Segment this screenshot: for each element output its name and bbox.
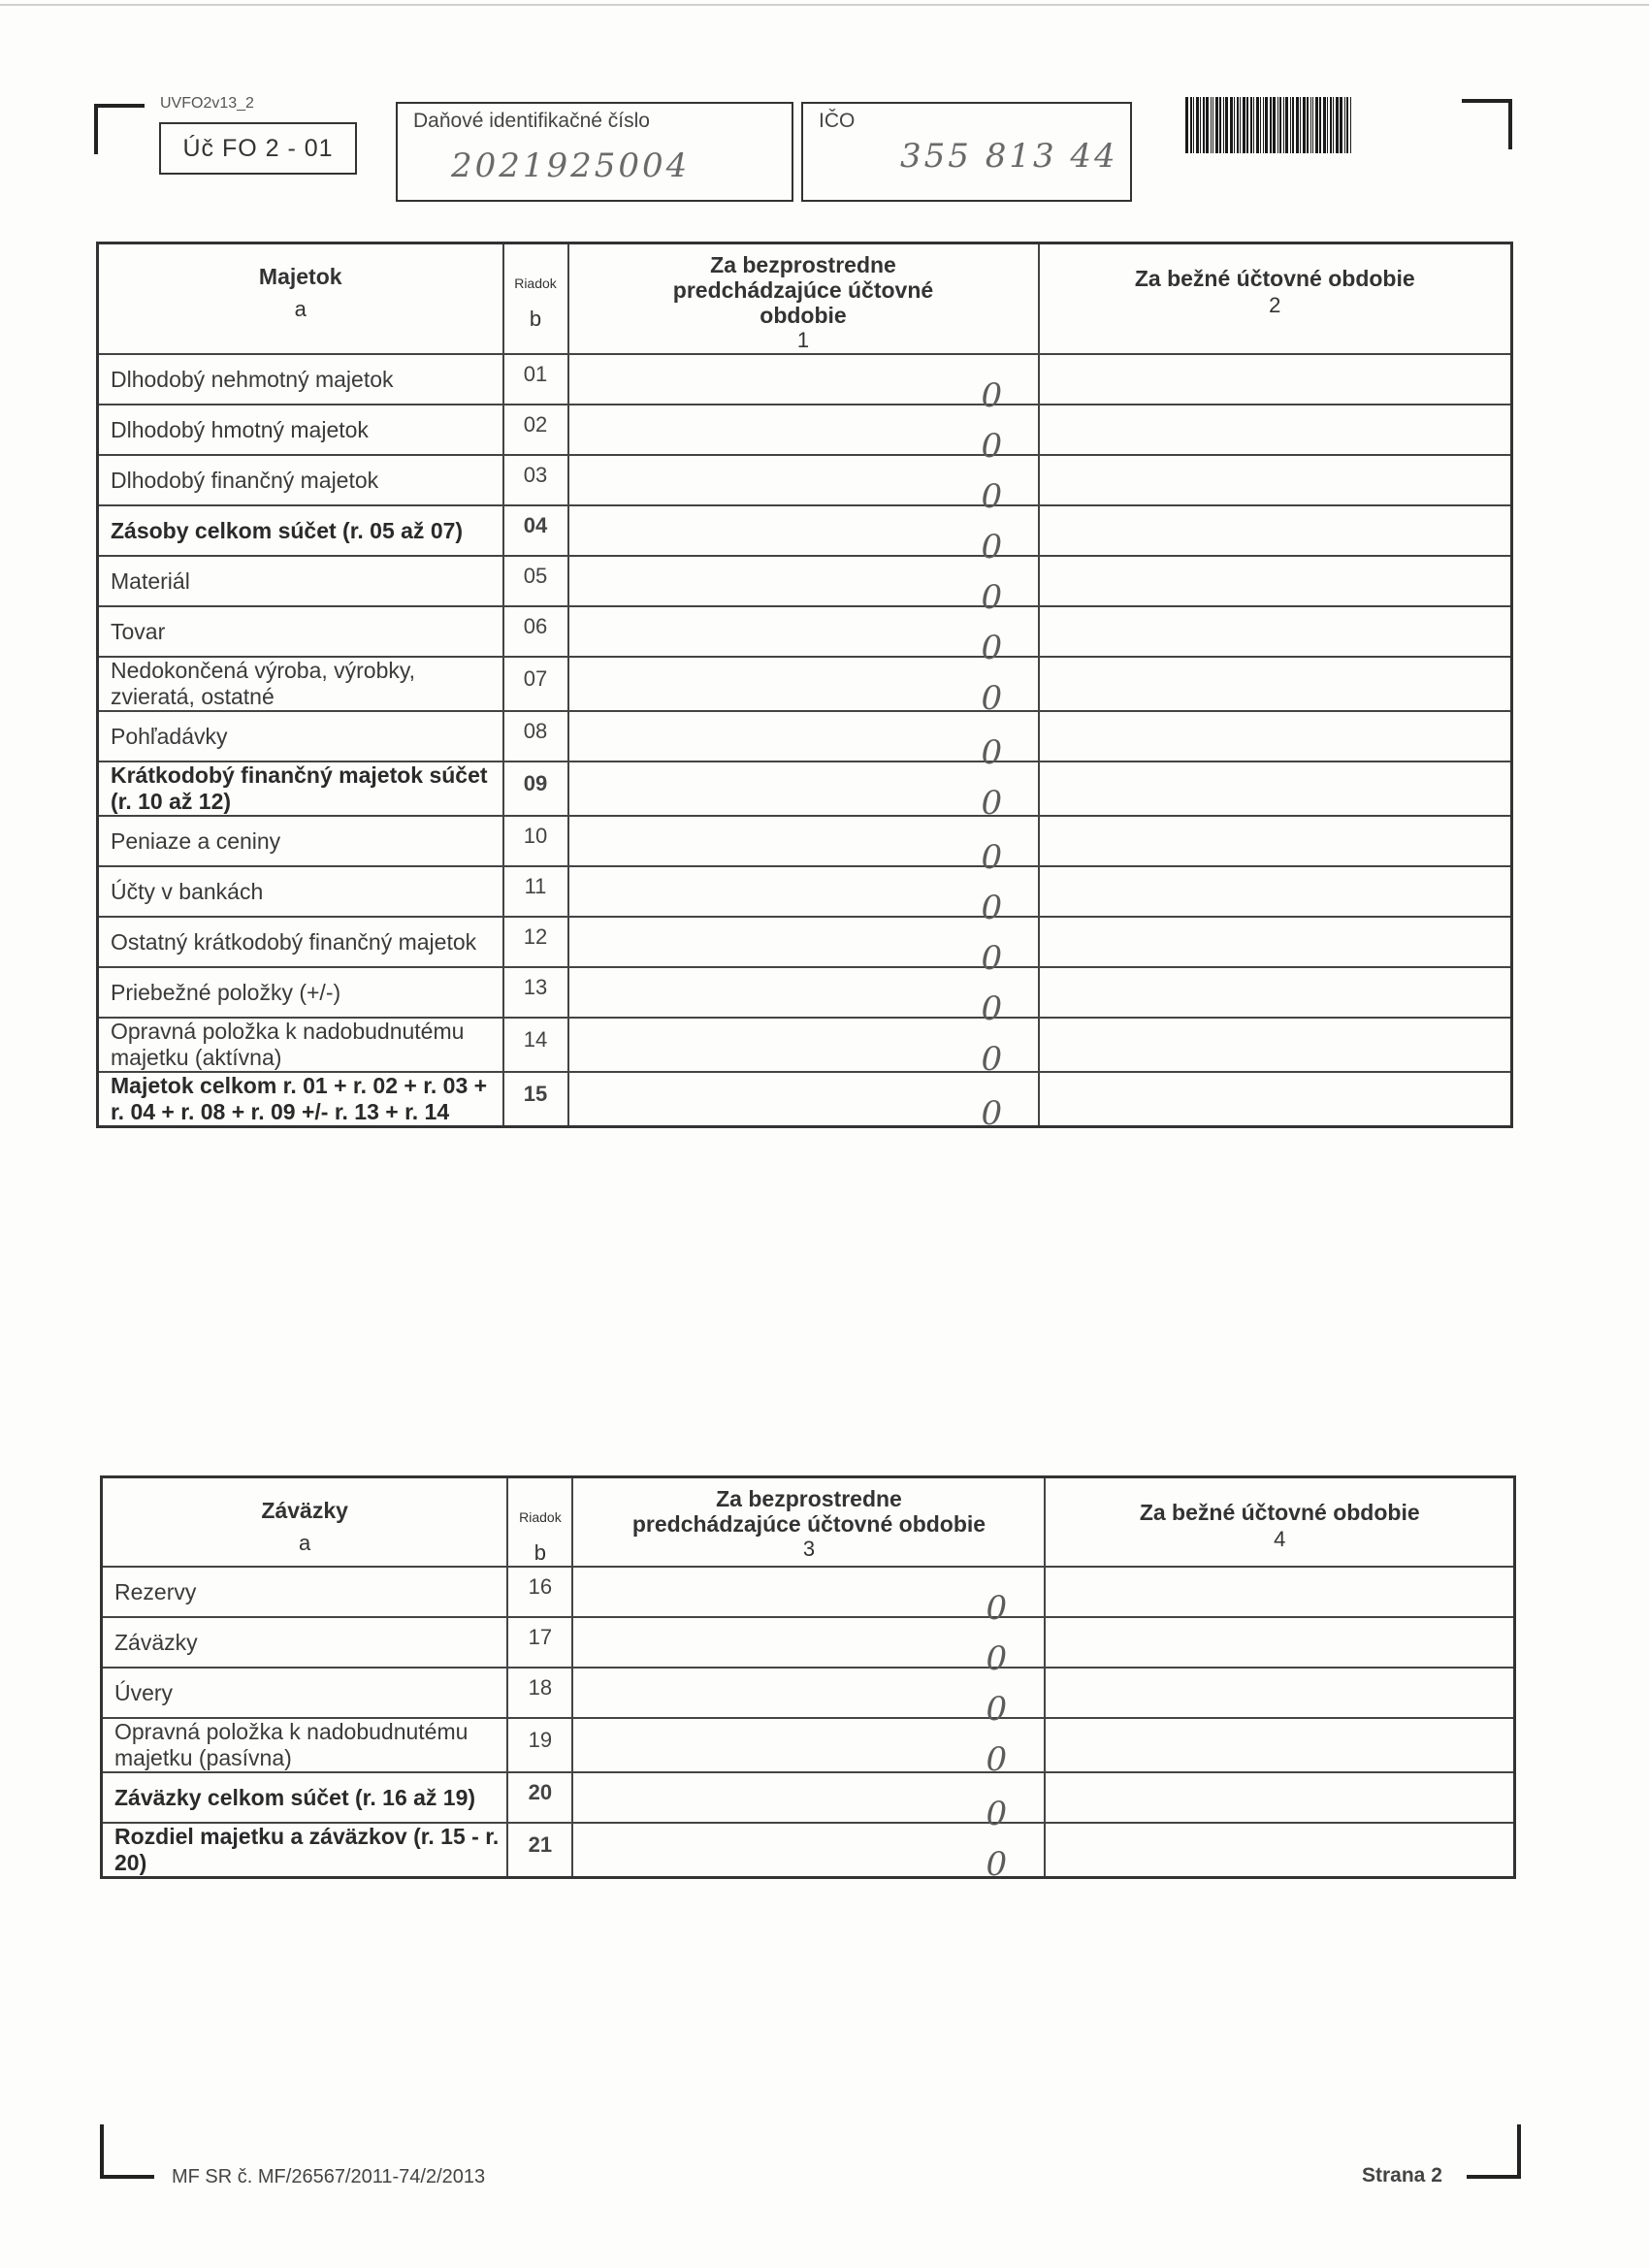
previous-period-value: 0 [981,1040,1003,1079]
row-label: Úvery [102,1668,508,1718]
row-label: Rozdiel majetku a záväzkov (r. 15 - r. 20) [102,1823,508,1878]
liabilities-col-a-title: Záväzky [261,1498,348,1523]
previous-period-cell[interactable] [568,711,1039,772]
barcode-bar [1240,97,1241,153]
assets-row-14 [98,1018,1512,1072]
assets-col-2-header [1039,243,1512,355]
row-label: Záväzky celkom súčet (r. 16 až 19) [102,1772,508,1823]
current-period-cell[interactable] [1039,354,1512,405]
barcode-bar [1256,97,1259,153]
ico-label: IČO [819,110,856,132]
barcode-bar [1206,97,1209,153]
current-period-cell[interactable] [1039,657,1512,711]
row-number: 12 [503,917,568,967]
liabilities-col-a-letter: a [299,1531,311,1555]
row-label: Opravná položka k nadobudnutému majetku (pasívna) [102,1718,508,1772]
liabilities-row-19 [102,1718,1515,1772]
liabilities-col-4-header [1045,1477,1514,1568]
barcode-bar [1303,97,1306,153]
previous-period-cell[interactable] [568,917,1039,978]
row-number: 08 [503,711,568,761]
previous-period-cell[interactable] [568,1018,1039,1079]
row-label: Majetok celkom r. 01 + r. 02 + r. 03 + r. 04 + r. 08 + r. 09 +/- r. 13 + r. 14 [98,1072,503,1127]
row-number: 15 [503,1072,568,1127]
liabilities-col-3-title: Za bezprostredne predchádzajúce účtovné obdobie [631,1486,986,1537]
row-number: 03 [503,455,568,505]
current-period-cell[interactable] [1039,405,1512,455]
assets-row-06 [98,606,1512,657]
barcode-bar [1263,97,1264,153]
current-period-cell[interactable] [1039,917,1512,967]
barcode-bar [1336,97,1339,153]
assets-row-11 [98,866,1512,917]
row-label: Dlhodobý finančný majetok [98,455,503,505]
assets-row-02 [98,405,1512,455]
assets-col-2-num: 2 [1269,293,1281,317]
liabilities-col-b-letter: b [534,1540,547,1565]
previous-period-value: 0 [981,889,1003,927]
row-label: Peniaze a ceniny [98,816,503,866]
previous-period-cell[interactable] [568,606,1039,667]
assets-row-09 [98,761,1512,816]
form-code: UVFO2v13_2 [160,95,254,112]
previous-period-cell[interactable] [568,866,1039,927]
previous-period-cell[interactable] [568,505,1039,567]
barcode-bar [1260,97,1261,153]
barcode-bar [1234,97,1235,153]
previous-period-cell[interactable] [568,405,1039,466]
assets-col-b-letter: b [529,307,542,331]
row-number: 07 [503,657,568,711]
barcode-bar [1290,97,1291,153]
row-label: Nedokončená výroba, výrobky, zvieratá, ostatné [98,657,503,711]
barcode-bar [1279,97,1281,153]
barcode-bar [1285,97,1288,153]
row-number: 04 [503,505,568,556]
barcode-bar [1215,97,1218,153]
assets-row-10 [98,816,1512,866]
liabilities-col-4-num: 4 [1274,1527,1286,1551]
previous-period-value: 0 [986,1690,1008,1729]
assets-row-05 [98,556,1512,606]
previous-period-cell[interactable] [572,1567,1045,1628]
assets-col-a-header [98,243,503,355]
current-period-cell[interactable] [1039,866,1512,917]
row-number: 11 [503,866,568,917]
assets-col-a-title: Majetok [258,264,342,289]
corner-mark-top-left [94,104,145,154]
previous-period-value: 0 [981,838,1003,877]
row-number: 16 [507,1567,572,1617]
liabilities-header-row [102,1477,1515,1568]
assets-col-b-title: Riadok [514,275,557,291]
tax-id-label: Daňové identifikačné číslo [413,110,650,132]
current-period-cell[interactable] [1039,1072,1512,1127]
row-number: 10 [503,816,568,866]
corner-mark-bottom-left [100,2124,154,2179]
previous-period-value: 0 [981,1094,1003,1133]
barcode-bar [1310,97,1311,153]
row-number: 19 [507,1718,572,1772]
barcode-bar [1292,97,1294,153]
previous-period-value: 0 [981,939,1003,978]
barcode-bar [1196,97,1199,153]
previous-period-cell[interactable] [572,1772,1045,1833]
barcode-bar [1212,97,1213,153]
barcode-bar [1273,97,1276,153]
form-id: Úč FO 2 - 01 [159,122,357,175]
previous-period-value: 0 [981,989,1003,1028]
current-period-cell[interactable] [1039,556,1512,606]
previous-period-cell[interactable] [572,1617,1045,1678]
row-number: 21 [507,1823,572,1878]
previous-period-cell[interactable] [572,1668,1045,1729]
assets-table [96,242,1513,1133]
row-label: Dlhodobý nehmotný majetok [98,354,503,405]
current-period-cell[interactable] [1039,455,1512,505]
barcode-bar [1277,97,1278,153]
liabilities-row-21 [102,1823,1515,1878]
barcode-bar [1344,97,1345,153]
assets-row-13 [98,967,1512,1018]
current-period-cell[interactable] [1039,816,1512,866]
assets-row-04 [98,505,1512,556]
previous-period-cell[interactable] [568,455,1039,516]
liabilities-table [100,1475,1516,1884]
corner-mark-bottom-right [1467,2124,1521,2179]
current-period-cell[interactable] [1045,1772,1514,1823]
row-number: 02 [503,405,568,455]
previous-period-value: 0 [981,679,1003,718]
previous-period-value: 0 [981,784,1003,823]
current-period-cell[interactable] [1039,761,1512,816]
previous-period-value: 0 [986,1740,1008,1779]
liabilities-row-17 [102,1617,1515,1668]
barcode-bar [1350,97,1351,153]
barcode-bar [1283,97,1284,153]
tax-id-value[interactable]: 2021925004 [451,146,691,185]
barcode-bar [1250,97,1252,153]
assets-row-12 [98,917,1512,967]
current-period-cell[interactable] [1045,1668,1514,1718]
barcode-bar [1246,97,1248,153]
current-period-cell[interactable] [1039,606,1512,657]
page-top-rule [0,4,1649,6]
previous-period-value: 0 [981,376,1003,415]
liabilities-row-20 [102,1772,1515,1823]
previous-period-cell[interactable] [568,816,1039,877]
barcode-bar [1203,97,1205,153]
previous-period-value: 0 [986,1845,1008,1884]
barcode-bar [1327,97,1328,153]
barcode-icon [1185,97,1418,153]
assets-col-1-title: Za bezprostredne predchádzajúce účtovné obdobie [672,252,934,328]
barcode-bar [1193,97,1194,153]
liabilities-col-b-header [507,1477,572,1568]
current-period-cell[interactable] [1045,1718,1514,1772]
barcode-bar [1225,97,1228,153]
assets-col-1-header [568,243,1039,355]
barcode-bar [1237,97,1239,153]
assets-row-03 [98,455,1512,505]
row-number: 09 [503,761,568,816]
row-label: Pohľadávky [98,711,503,761]
barcode-bar [1307,97,1309,153]
row-number: 20 [507,1772,572,1823]
assets-header-row [98,243,1512,355]
assets-col-1-num: 1 [796,328,810,352]
previous-period-cell[interactable] [568,967,1039,1028]
row-label: Účty v bankách [98,866,503,917]
barcode-bar [1230,97,1233,153]
assets-row-01 [98,354,1512,405]
corner-mark-top-right [1462,99,1512,149]
row-label: Záväzky [102,1617,508,1668]
previous-period-value: 0 [981,578,1003,617]
liabilities-col-3-header [572,1477,1045,1568]
ico-value[interactable]: 355 813 44 [900,137,1118,176]
row-label: Dlhodobý hmotný majetok [98,405,503,455]
previous-period-cell[interactable] [568,657,1039,718]
barcode-bar [1296,97,1299,153]
barcode-bar [1346,97,1348,153]
barcode-bar [1243,97,1245,153]
liabilities-col-4-title: Za bežné účtovné obdobie [1139,1500,1420,1525]
assets-row-07 [98,657,1512,711]
previous-period-cell[interactable] [568,354,1039,415]
current-period-cell[interactable] [1039,1018,1512,1072]
row-label: Materiál [98,556,503,606]
row-label: Priebežné položky (+/-) [98,967,503,1018]
barcode-bar [1200,97,1201,153]
previous-period-value: 0 [981,528,1003,567]
row-number: 05 [503,556,568,606]
tax-id-box [396,102,793,202]
row-number: 06 [503,606,568,657]
liabilities-row-16 [102,1567,1515,1617]
row-label: Tovar [98,606,503,657]
previous-period-value: 0 [986,1589,1008,1628]
row-label: Opravná položka k nadobudnutému majetku (aktívna) [98,1018,503,1072]
current-period-cell[interactable] [1045,1567,1514,1617]
assets-row-08 [98,711,1512,761]
previous-period-value: 0 [981,629,1003,667]
liabilities-col-b-title: Riadok [519,1509,562,1525]
previous-period-cell[interactable] [572,1823,1045,1884]
row-label: Krátkodobý finančný majetok súčet (r. 10 až 12) [98,761,503,816]
previous-period-cell[interactable] [568,761,1039,823]
row-label: Rezervy [102,1567,508,1617]
previous-period-cell[interactable] [572,1718,1045,1779]
previous-period-value: 0 [981,733,1003,772]
barcode-bar [1211,97,1212,153]
barcode-bar [1315,97,1318,153]
barcode-bar [1312,97,1313,153]
barcode-bar [1253,97,1254,153]
liabilities-col-a-header [102,1477,508,1568]
barcode-bar [1270,97,1272,153]
assets-col-b-header [503,243,568,355]
barcode-bar [1190,97,1192,153]
barcode-bar [1340,97,1342,153]
row-number: 14 [503,1018,568,1072]
current-period-cell[interactable] [1045,1617,1514,1668]
row-number: 01 [503,354,568,405]
barcode-bar [1223,97,1224,153]
previous-period-value: 0 [986,1639,1008,1678]
barcode-bar [1319,97,1321,153]
current-period-cell[interactable] [1039,711,1512,761]
assets-row-15 [98,1072,1512,1127]
liabilities-col-3-num: 3 [802,1537,816,1561]
liabilities-row-18 [102,1668,1515,1718]
previous-period-value: 0 [981,477,1003,516]
previous-period-value: 0 [981,427,1003,466]
ico-box [801,102,1132,202]
assets-col-a-letter: a [294,297,307,321]
row-label: Zásoby celkom súčet (r. 05 až 07) [98,505,503,556]
assets-col-2-title: Za bežné účtovné obdobie [1134,266,1415,291]
row-number: 18 [507,1668,572,1718]
previous-period-cell[interactable] [568,556,1039,617]
barcode-bar [1265,97,1268,153]
current-period-cell[interactable] [1039,967,1512,1018]
page-number: Strana 2 [1362,2164,1442,2187]
previous-period-value: 0 [986,1795,1008,1833]
previous-period-cell[interactable] [568,1072,1039,1133]
row-number: 17 [507,1617,572,1668]
row-label: Ostatný krátkodobý finančný majetok [98,917,503,967]
ministry-reference: MF SR č. MF/26567/2011-74/2/2013 [172,2166,486,2187]
row-number: 13 [503,967,568,1018]
current-period-cell[interactable] [1045,1823,1514,1878]
barcode-bar [1333,97,1334,153]
barcode-bar [1185,97,1188,153]
barcode-bar [1300,97,1301,153]
barcode-bar [1330,97,1332,153]
barcode-bar [1219,97,1221,153]
current-period-cell[interactable] [1039,505,1512,556]
barcode-bar [1323,97,1326,153]
